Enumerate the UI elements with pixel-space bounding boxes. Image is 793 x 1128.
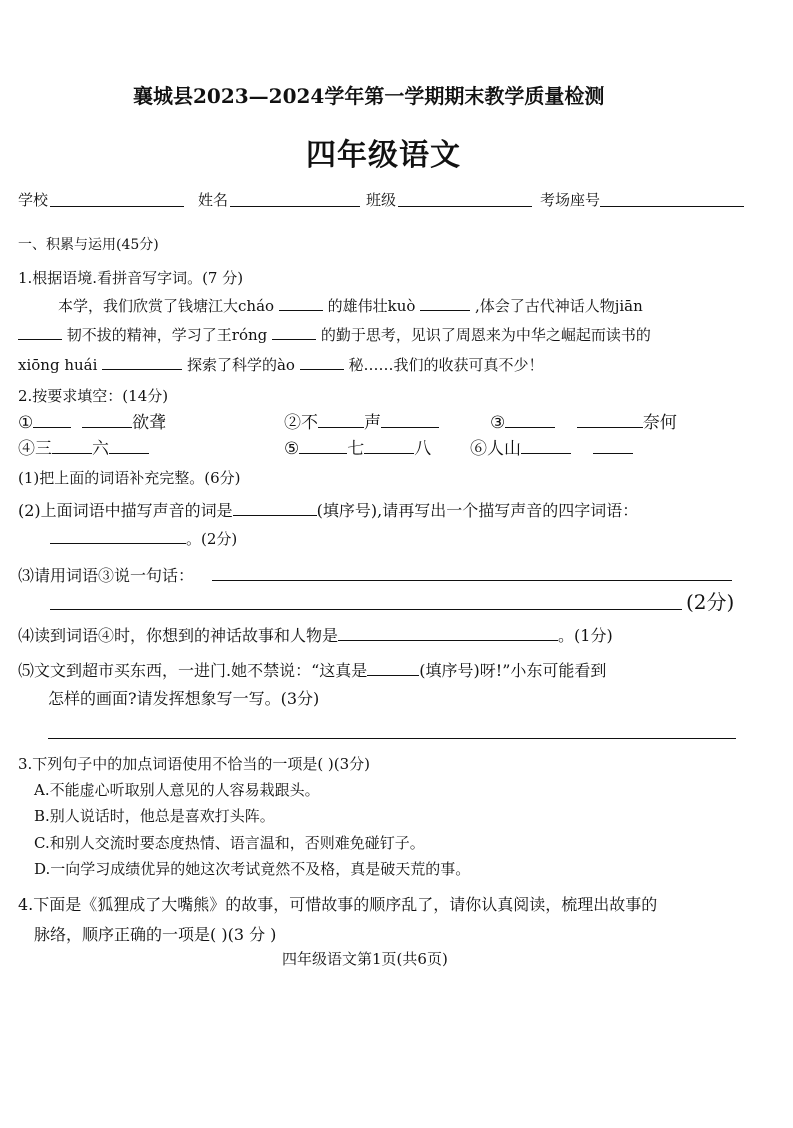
answer-blank[interactable]: [593, 438, 633, 454]
page-title: 四年级语文: [306, 138, 461, 173]
answer-blank[interactable]: [52, 438, 92, 454]
q1-text: xiōng huái: [18, 356, 98, 374]
answer-blank[interactable]: [33, 412, 71, 428]
q2-sub3-score: (2分): [686, 590, 735, 614]
answer-blank[interactable]: [82, 412, 132, 428]
answer-line[interactable]: [212, 580, 732, 581]
q2-sub2-cont: [50, 528, 237, 549]
answer-blank[interactable]: [50, 528, 186, 544]
class-field[interactable]: [398, 206, 532, 207]
q1-text: 本学，我们欣赏了钱塘江大cháo: [58, 297, 275, 315]
q2-item-6: [470, 434, 633, 459]
answer-blank[interactable]: [338, 625, 558, 641]
q1-stem: 1.根据语境.看拼音写字词。(7 分): [18, 269, 244, 287]
item-text: ⑥人山: [470, 439, 521, 459]
item-text: ④三: [18, 439, 52, 459]
answer-line[interactable]: [48, 738, 736, 739]
class-label: 班级: [366, 191, 397, 209]
q2-item-1: [18, 408, 166, 433]
q1-line3: [18, 354, 544, 375]
item-text: 七: [347, 439, 365, 459]
q2-item-4: [18, 434, 149, 459]
answer-blank[interactable]: [272, 324, 316, 340]
item-number: ①: [18, 413, 34, 433]
q1-text: 韧不拔的精神，学习了王róng: [66, 326, 268, 344]
q3-stem: 3.下列句子中的加点词语使用不恰当的一项是( )(3分): [18, 755, 371, 773]
school-label: 学校: [18, 191, 49, 209]
answer-blank[interactable]: [102, 354, 182, 370]
sub-text: 。(1分): [558, 626, 613, 645]
answer-blank[interactable]: [367, 660, 419, 676]
q2-sub3: ⑶请用词语③说一句话：: [18, 566, 195, 585]
q1-text: 的雄伟壮kuò: [327, 297, 416, 315]
answer-blank[interactable]: [577, 412, 643, 428]
answer-blank[interactable]: [279, 295, 323, 311]
answer-blank[interactable]: [420, 295, 470, 311]
q1-text: 的勤于思考，见识了周恩来为中华之崛起而读书的: [320, 326, 651, 344]
q2-item-2: [284, 408, 439, 433]
q2-sub2: [18, 498, 638, 521]
section-heading: 一、积累与运用(45分): [18, 237, 159, 253]
q2-sub1: (1)把上面的词语补充完整。(6分): [18, 469, 241, 487]
item-text: ②不: [284, 413, 318, 433]
sub-text: ⑷读到词语④时，你想到的神话故事和人物是: [18, 626, 339, 645]
answer-blank[interactable]: [299, 438, 347, 454]
sub-text: ⑸文文到超市买东西，一进门.她不禁说：“这真是: [18, 661, 368, 680]
q2-sub5: [18, 658, 606, 681]
seat-label: 考场座号: [540, 191, 601, 209]
q2-sub5-cont: 怎样的画面?请发挥想象写一写。(3分): [48, 689, 320, 708]
item-text: 欲聋: [132, 413, 167, 433]
q1-text: 探索了科学的ào: [186, 356, 295, 374]
q2-stem: 2.按要求填空：(14分): [18, 387, 169, 405]
sub-text: (2)上面词语中描写声音的词是: [18, 501, 233, 520]
q3-option-c: C.和别人交流时要态度热情、语言温和，否则难免碰钉子。: [34, 834, 425, 852]
item-text: 六: [92, 439, 109, 459]
answer-blank[interactable]: [318, 412, 364, 428]
q3-option-a: A.不能虚心听取别人意见的人容易栽跟头。: [34, 781, 320, 799]
q2-sub4: [18, 623, 613, 646]
item-text: 八: [414, 439, 432, 459]
item-text: 奈何: [642, 413, 677, 433]
sub-text: (填序号),请再写出一个描写声音的四字词语：: [316, 501, 639, 520]
q3-option-d: D.一向学习成绩优异的她这次考试竟然不及格，真是破天荒的事。: [34, 860, 471, 878]
q1-text: ,体会了古代神话人物jiān: [474, 297, 643, 315]
name-field[interactable]: [230, 206, 360, 207]
seat-field[interactable]: [600, 206, 744, 207]
q4-line1: 4.下面是《狐狸成了大嘴熊》的故事，可惜故事的顺序乱了，请你认真阅读，梳理出故事的: [18, 895, 658, 914]
q1-line1: [58, 295, 643, 316]
answer-blank[interactable]: [505, 412, 555, 428]
sub-text: (填序号)呀!”小东可能看到: [419, 661, 607, 680]
answer-blank[interactable]: [300, 354, 344, 370]
q2-item-5: [284, 434, 431, 459]
exam-title: 襄城县2023—2024学年第一学期期末教学质量检测: [133, 84, 605, 108]
answer-blank[interactable]: [109, 438, 149, 454]
q3-option-b: B.别人说话时，他总是喜欢打头阵。: [34, 807, 275, 825]
answer-blank[interactable]: [233, 500, 317, 516]
page-footer: 四年级语文第1页(共6页): [282, 950, 448, 968]
name-label: 姓名: [198, 191, 229, 209]
answer-line[interactable]: [50, 609, 682, 610]
q1-text: 秘……我们的收获可真不少！: [348, 356, 544, 374]
answer-blank[interactable]: [521, 438, 571, 454]
item-number: ③: [490, 413, 506, 433]
item-number: ⑤: [284, 439, 300, 459]
answer-blank[interactable]: [381, 412, 439, 428]
answer-blank[interactable]: [18, 324, 62, 340]
q1-line2: [18, 324, 651, 345]
q4-line2: 脉络，顺序正确的一项是( )(3 分 ): [34, 925, 277, 944]
answer-blank[interactable]: [364, 438, 414, 454]
item-text: 声: [364, 413, 381, 433]
sub-text: 。(2分): [186, 530, 238, 548]
school-field[interactable]: [50, 206, 184, 207]
q2-item-3: [490, 408, 677, 433]
